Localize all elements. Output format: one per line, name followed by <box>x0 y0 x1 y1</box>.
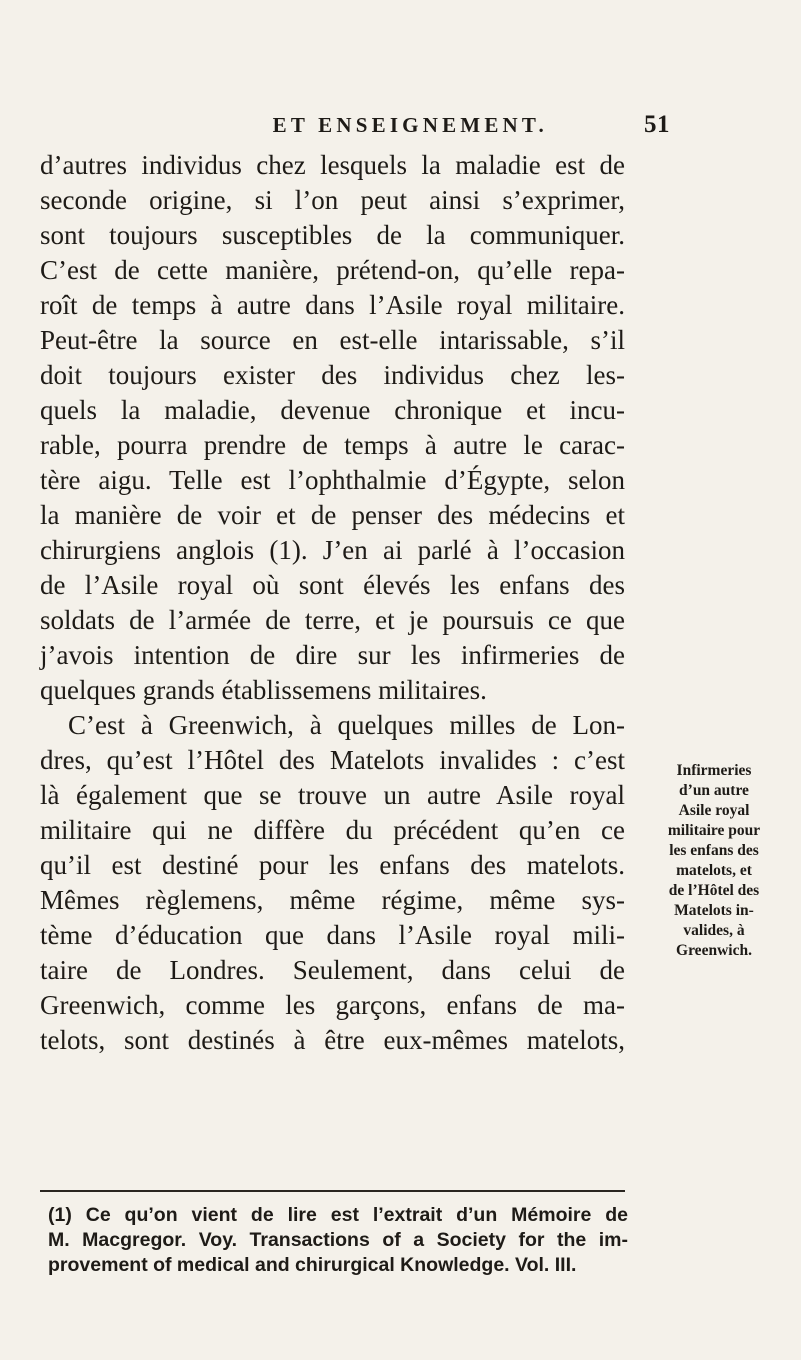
body-line: soldats de l’armée de terre, et je poursuis ce que <box>40 605 625 635</box>
body-line: d’autres individus chez lesquels la maladie est de <box>40 150 625 180</box>
margin-note-line: de l’Hôtel des <box>668 882 760 899</box>
footnote <box>48 1203 628 1278</box>
margin-note-line: valides, à <box>683 922 745 939</box>
body-line: j’avois intention de dire sur les infirmeries de <box>40 640 625 670</box>
margin-note-line: Infirmeries <box>676 762 752 779</box>
body-line: sont toujours susceptibles de la communiquer. <box>40 220 625 250</box>
margin-note-line: d’un autre <box>679 782 749 799</box>
margin-note-line: militaire pour <box>667 822 761 839</box>
margin-note-line: Matelots in- <box>674 902 754 919</box>
body-line: dres, qu’est l’Hôtel des Matelots invalides : c’est <box>40 745 625 775</box>
body-line: taire de Londres. Seulement, dans celui de <box>40 955 625 985</box>
margin-note <box>640 761 788 961</box>
body-line: C’est de cette manière, prétend-on, qu’elle repa- <box>40 255 625 285</box>
body-line: roît de temps à autre dans l’Asile royal militaire. <box>40 290 625 320</box>
margin-note-line: matelots, et <box>676 862 752 879</box>
body-line: telots, sont destinés à être eux-mêmes matelots, <box>40 1025 625 1055</box>
body-line: Mêmes règlemens, même régime, même sys- <box>40 885 625 915</box>
footnote-line: (1) Ce qu’on vient de lire est l’extrait d’un Mémoire de <box>48 1204 628 1226</box>
body-line: Peut-être la source en est-elle intarissable, s’il <box>40 325 625 355</box>
footnote-line: M. Macgregor. Voy. Transactions of a Society for the im- <box>48 1229 628 1251</box>
body-line: tère aigu. Telle est l’ophthalmie d’Égypte, selon <box>40 465 625 495</box>
running-title: ET ENSEIGNEMENT. <box>272 113 548 137</box>
body-text <box>40 148 625 1058</box>
body-line: militaire qui ne diffère du précédent qu’en ce <box>40 815 625 845</box>
body-line: la manière de voir et de penser des médecins et <box>40 500 625 530</box>
body-line: quels la maladie, devenue chronique et incu- <box>40 395 625 425</box>
body-line: de l’Asile royal où sont élevés les enfans des <box>40 570 625 600</box>
body-line: là également que se trouve un autre Asile royal <box>40 780 625 810</box>
body-line: tème d’éducation que dans l’Asile royal mili- <box>40 920 625 950</box>
body-line: Greenwich, comme les garçons, enfans de ma- <box>40 990 625 1020</box>
margin-note-line: Greenwich. <box>676 942 752 959</box>
footnote-line: provement of medical and chirurgical Knowledge. Vol. III. <box>48 1254 577 1276</box>
running-header <box>114 111 670 143</box>
body-line: C’est à Greenwich, à quelques milles de Lon- <box>68 710 625 740</box>
body-line: chirurgiens anglois (1). J’en ai parlé à l’occasion <box>40 535 625 565</box>
body-line: rable, pourra prendre de temps à autre le carac- <box>40 430 625 460</box>
body-line: seconde origine, si l’on peut ainsi s’exprimer, <box>40 185 625 215</box>
margin-note-line: les enfans des <box>669 842 759 859</box>
body-line: quelques grands établissemens militaires. <box>40 675 487 705</box>
page-number: 51 <box>644 111 670 138</box>
footnote-divider <box>40 1190 625 1192</box>
body-line: qu’il est destiné pour les enfans des matelots. <box>40 850 625 880</box>
body-line: doit toujours exister des individus chez les- <box>40 360 625 390</box>
margin-note-line: Asile royal <box>678 802 750 819</box>
